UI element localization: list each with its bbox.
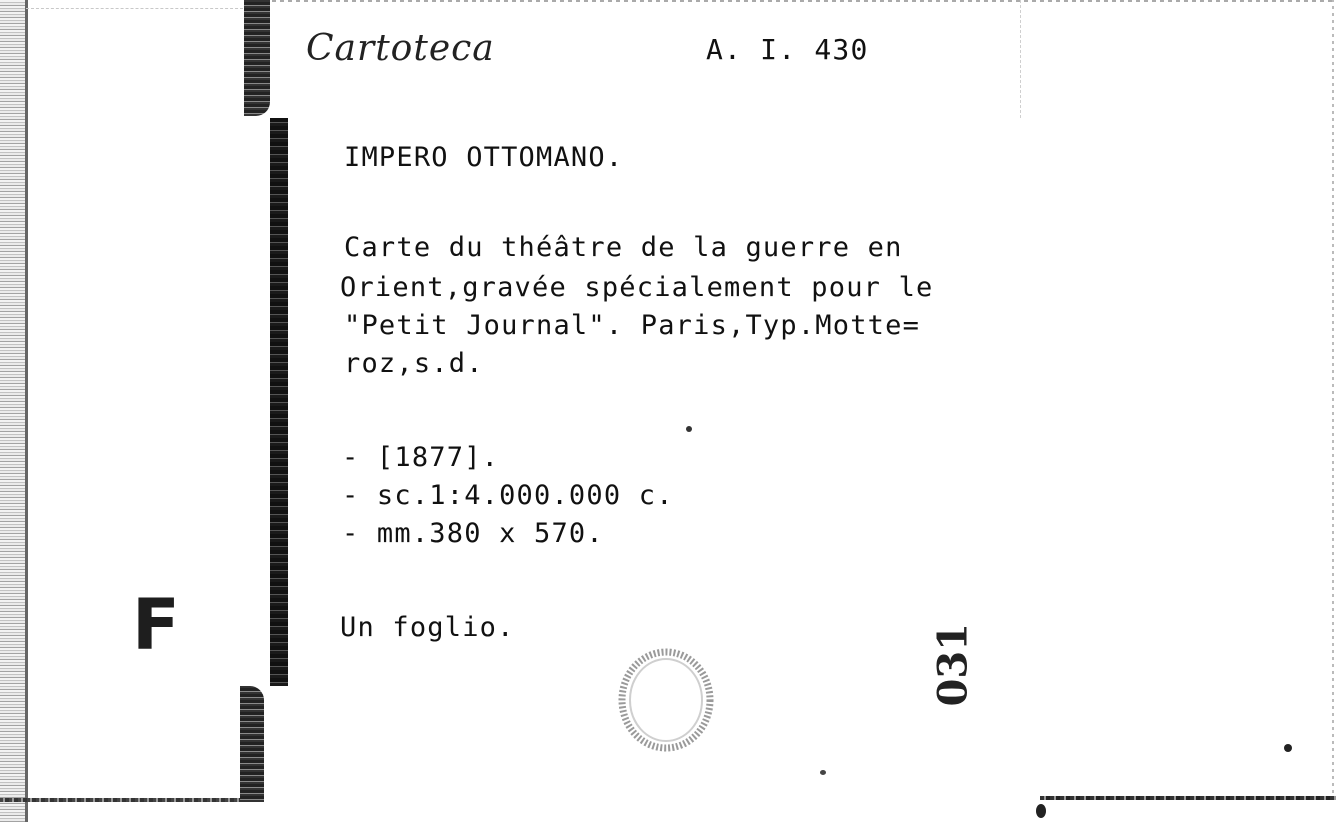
description-line-2: Orient,gravée spécialement pour le xyxy=(340,272,934,303)
catalog-card xyxy=(290,0,1336,800)
divider-tab-bottom xyxy=(240,686,264,802)
description-line-4: roz,s.d. xyxy=(344,348,484,379)
adjacent-card-panel xyxy=(26,8,248,801)
ink-speck xyxy=(1284,744,1292,752)
punch-hole-icon xyxy=(614,646,718,754)
card-number-stamp: 031 xyxy=(929,623,977,707)
detail-date: - [1877]. xyxy=(342,442,500,473)
description-line-3: "Petit Journal". Paris,Typ.Motte= xyxy=(344,310,921,341)
description-line-1: Carte du théâtre de la guerre en xyxy=(344,232,903,263)
subject-heading: IMPERO OTTOMANO. xyxy=(344,142,624,173)
divider-tab-top xyxy=(244,0,270,116)
card-heading-handwritten: Cartoteca xyxy=(306,28,495,69)
card-right-edge xyxy=(1332,0,1334,800)
scan-left-edge xyxy=(0,0,26,822)
ink-speck xyxy=(1036,804,1046,818)
shelfmark: A. I. 430 xyxy=(706,33,869,66)
note-sheet-count: Un foglio. xyxy=(340,612,515,643)
card-bottom-edge xyxy=(1040,796,1336,800)
divider-tab-middle xyxy=(270,118,288,686)
detail-scale: - sc.1:4.000.000 c. xyxy=(342,480,674,511)
ink-speck xyxy=(820,770,826,775)
detail-dimensions: - mm.380 x 570. xyxy=(342,518,604,549)
tab-letter-stamp: F xyxy=(132,584,178,666)
adjacent-card-bottom-edge xyxy=(0,798,260,802)
ink-speck xyxy=(686,426,692,432)
